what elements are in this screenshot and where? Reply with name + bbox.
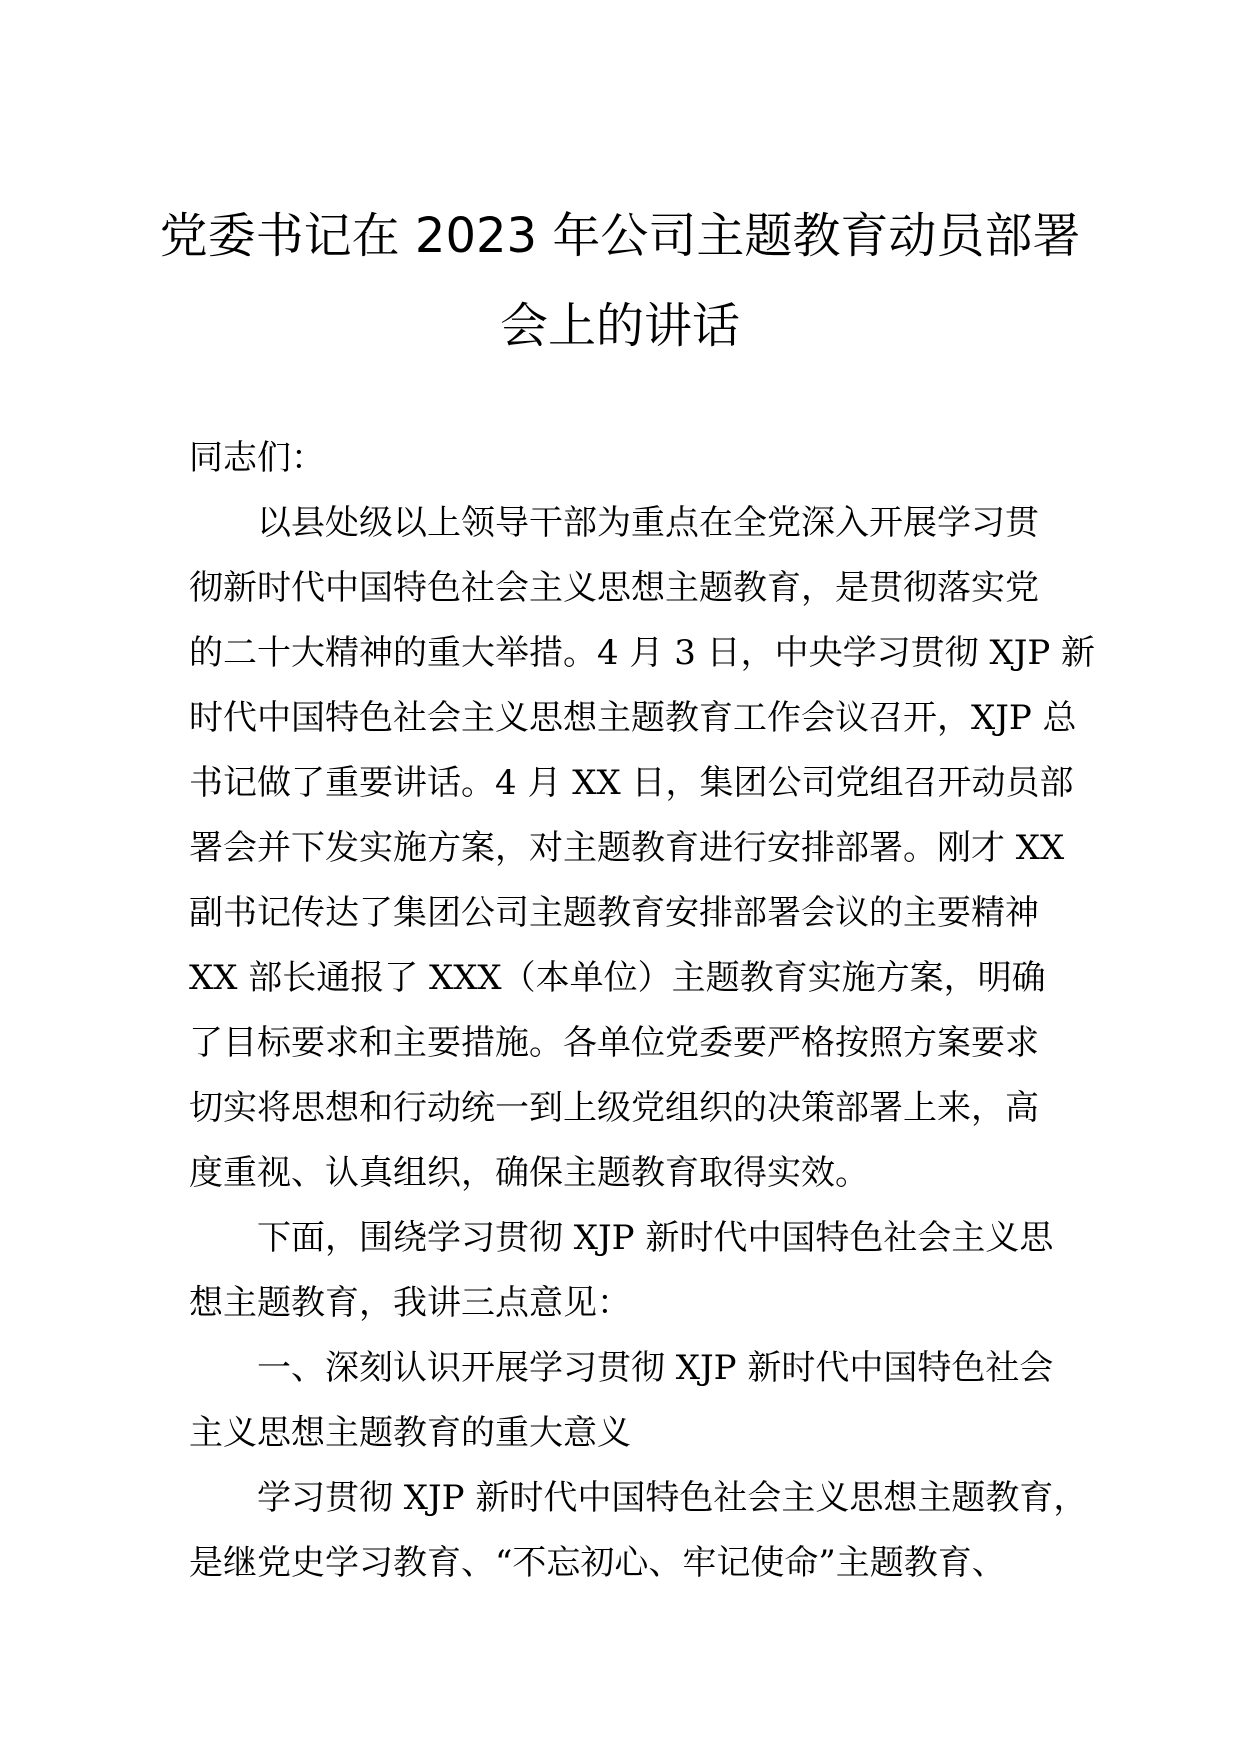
body-line: XX 部长通报了 XXX（本单位）主题教育实施方案，明确: [189, 958, 1046, 998]
section-heading-line: 主义思想主题教育的重大意义: [189, 1413, 631, 1453]
body-line: 副书记传达了集团公司主题教育安排部署会议的主要精神: [189, 893, 1039, 933]
body-line: 以县处级以上领导干部为重点在全党深入开展学习贯: [189, 503, 1039, 543]
body-line: 学习贯彻 XJP 新时代中国特色社会主义思想主题教育，: [189, 1478, 1088, 1518]
body-line: 彻新时代中国特色社会主义思想主题教育，是贯彻落实党: [189, 568, 1039, 608]
body-line: 时代中国特色社会主义思想主题教育工作会议召开，XJP 总: [189, 698, 1077, 738]
body-line: 想主题教育，我讲三点意见：: [189, 1283, 631, 1323]
body-line: 署会并下发实施方案，对主题教育进行安排部署。刚才 XX: [189, 828, 1065, 868]
salutation: 同志们：: [189, 438, 325, 478]
body-line: 是继党史学习教育、“不忘初心、牢记使命”主题教育、: [189, 1543, 1006, 1583]
body-line: 的二十大精神的重大举措。4 月 3 日，中央学习贯彻 XJP 新: [189, 633, 1096, 673]
document-title-line-2: 会上的讲话: [499, 298, 740, 354]
body-line: 切实将思想和行动统一到上级党组织的决策部署上来，高: [189, 1088, 1039, 1128]
body-line: 下面，围绕学习贯彻 XJP 新时代中国特色社会主义思: [189, 1218, 1054, 1258]
body-line: 书记做了重要讲话。4 月 XX 日，集团公司党组召开动员部: [189, 763, 1074, 803]
document-title-line-1: 党委书记在 2023 年公司主题教育动员部署: [159, 208, 1081, 264]
body-line: 了目标要求和主要措施。各单位党委要严格按照方案要求: [189, 1023, 1039, 1063]
body-line: 度重视、认真组织，确保主题教育取得实效。: [189, 1153, 869, 1193]
section-heading-line: 一、深刻认识开展学习贯彻 XJP 新时代中国特色社会: [189, 1348, 1054, 1388]
